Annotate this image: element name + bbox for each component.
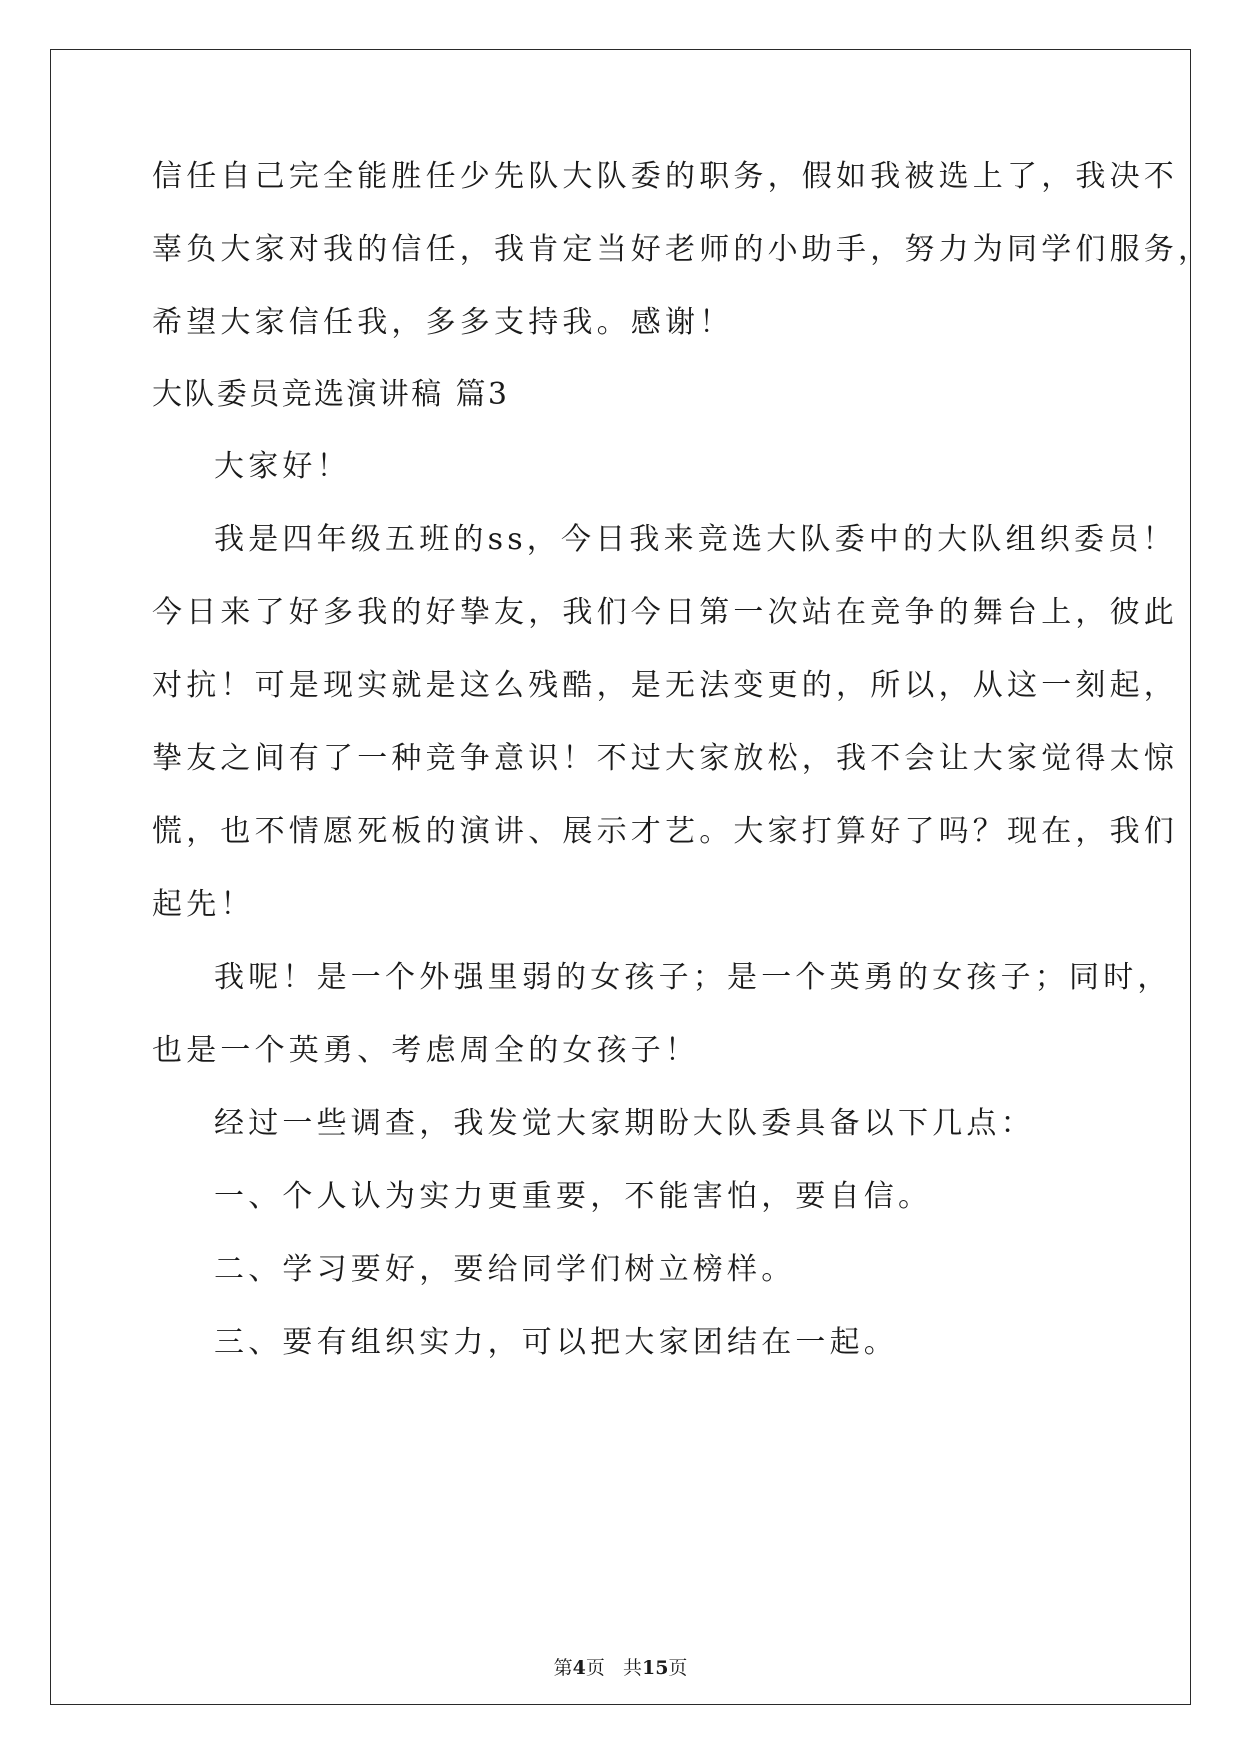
paragraph-line: 经过一些调查，我发觉大家期盼大队委具备以下几点： <box>214 1106 1035 1141</box>
paragraph-line: 今日来了好多我的好挚友，我们今日第一次站在竞争的舞台上，彼此 <box>152 595 1178 630</box>
page-number: 4 <box>572 1657 586 1679</box>
total-prefix: 共 <box>622 1657 642 1679</box>
section-heading: 大队委员竞选演讲稿 篇3 <box>152 377 510 412</box>
paragraph-line: 起先！ <box>152 887 255 922</box>
paragraph-line: 挚友之间有了一种竞争意识！不过大家放松，我不会让大家觉得太惊 <box>152 741 1178 776</box>
paragraph-line: 也是一个英勇、考虑周全的女孩子！ <box>152 1033 700 1068</box>
paragraph-line: 我呢！是一个外强里弱的女孩子；是一个英勇的女孩子；同时， <box>214 960 1172 995</box>
paragraph-line: 信任自己完全能胜任少先队大队委的职务，假如我被选上了，我决不 <box>152 159 1178 194</box>
paragraph-line: 对抗！可是现实就是这么残酷，是无法变更的，所以，从这一刻起， <box>152 668 1178 703</box>
list-item: 一、个人认为实力更重要，不能害怕，要自信。 <box>214 1179 933 1214</box>
page-footer <box>0 1656 1241 1680</box>
list-item: 三、要有组织实力，可以把大家团结在一起。 <box>214 1325 898 1360</box>
paragraph-line: 慌，也不情愿死板的演讲、展示才艺。大家打算好了吗？现在，我们 <box>152 814 1178 849</box>
greeting-line: 大家好！ <box>214 449 351 484</box>
paragraph-line: 我是四年级五班的ss，今日我来竞选大队委中的大队组织委员！ <box>214 522 1177 557</box>
total-suffix: 页 <box>668 1657 688 1679</box>
total-pages: 15 <box>641 1657 669 1679</box>
page-prefix: 第 <box>553 1657 573 1679</box>
paragraph-line: 辜负大家对我的信任，我肯定当好老师的小助手，努力为同学们服务， <box>152 232 1213 267</box>
paragraph-line: 希望大家信任我，多多支持我。感谢！ <box>152 305 734 340</box>
page-suffix: 页 <box>585 1657 605 1679</box>
list-item: 二、学习要好，要给同学们树立榜样。 <box>214 1252 796 1287</box>
